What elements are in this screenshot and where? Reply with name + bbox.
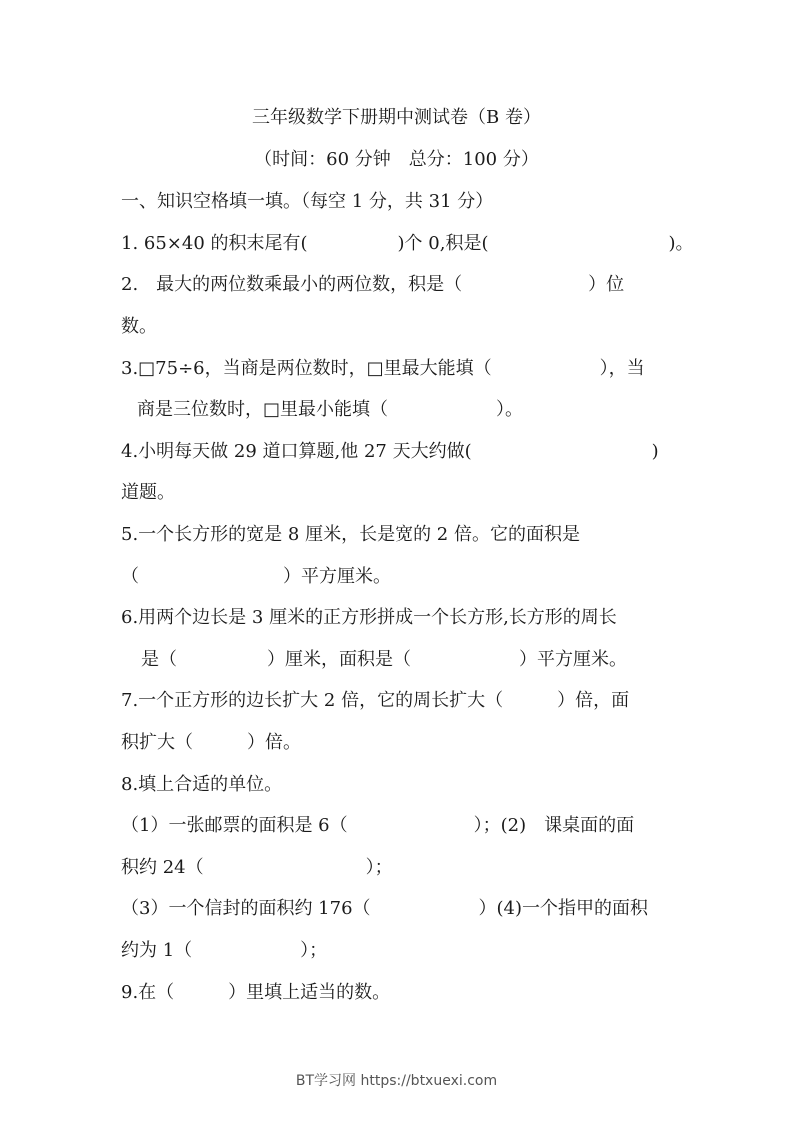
question-6: 6.用两个边长是 3 厘米的正方形拼成一个长方形,长方形的周长 xyxy=(121,607,617,628)
question-3: 3.□75÷6，当商是两位数时，□里最大能填（ ），当 xyxy=(121,358,645,379)
question-4: 4.小明每天做 29 道口算题,他 27 天大约做( ) xyxy=(121,441,659,462)
question-3-cont: 商是三位数时，□里最小能填（ ）。 xyxy=(137,399,524,420)
question-1: 1. 65×40 的积末尾有( )个 0,积是( )。 xyxy=(121,233,694,254)
question-8-part1: （1）一张邮票的面积是 6（ ）；(2) 课桌面的面 xyxy=(121,815,635,836)
question-8-part4: 约为 1（ ）； xyxy=(121,940,328,961)
question-5-cont: （ ）平方厘米。 xyxy=(121,566,391,587)
question-4-cont: 道题。 xyxy=(121,482,175,503)
question-7: 7.一个正方形的边长扩大 2 倍，它的周长扩大（ ）倍，面 xyxy=(121,690,630,711)
question-8-part3: （3）一个信封的面积约 176（ ）(4)一个指甲的面积 xyxy=(121,898,649,919)
question-2-cont: 数。 xyxy=(121,316,157,337)
question-9: 9.在（ ）里填上适当的数。 xyxy=(121,982,391,1003)
page-title: 三年级数学下册期中测试卷（B 卷） xyxy=(252,107,541,128)
question-8-part2: 积约 24（ ）； xyxy=(121,857,393,878)
question-5: 5.一个长方形的宽是 8 厘米，长是宽的 2 倍。它的面积是 xyxy=(121,524,580,545)
section-heading: 一、知识空格填一填。（每空 1 分，共 31 分） xyxy=(121,191,494,212)
question-2: 2. 最大的两位数乘最小的两位数，积是（ ）位 xyxy=(121,274,625,295)
question-7-cont: 积扩大（ ）倍。 xyxy=(121,732,301,753)
exam-info: （时间：60 分钟 总分：100 分） xyxy=(254,149,539,170)
footer-watermark: BT学习网 https://btxuexi.com xyxy=(295,1073,498,1089)
question-6-cont: 是（ ）厘米，面积是（ ）平方厘米。 xyxy=(141,649,627,670)
question-8: 8.填上合适的单位。 xyxy=(121,774,283,795)
